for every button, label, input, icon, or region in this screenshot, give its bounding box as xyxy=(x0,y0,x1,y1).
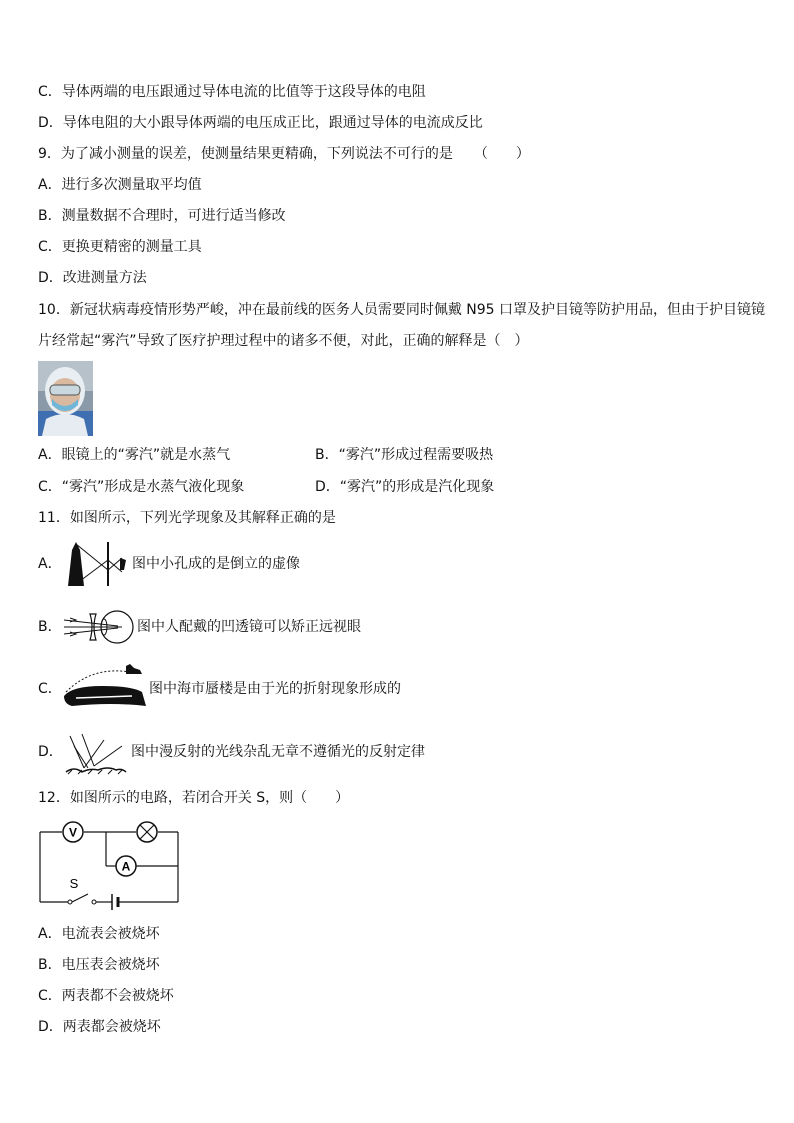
q11-option-a-letter: A． xyxy=(38,556,62,572)
q9-option-d: D．改进测量方法 xyxy=(38,270,147,286)
mirage-figure xyxy=(62,662,148,714)
q11-option-a-text: 图中小孔成的是倒立的虚像 xyxy=(132,556,300,572)
q11-option-c-letter: C． xyxy=(38,681,62,697)
q10-stem-line2: 片经常起“雾汽”导致了医疗护理过程中的诸多不便，对此，正确的解释是（ ） xyxy=(38,333,529,349)
q11-option-b-text: 图中人配戴的凹透镜可以矫正远视眼 xyxy=(137,619,361,635)
pinhole-diagram xyxy=(62,540,134,588)
q12-option-d: D．两表都会被烧坏 xyxy=(38,1019,161,1035)
voltmeter-label: V xyxy=(68,825,78,840)
concave-lens-eye-figure xyxy=(62,606,136,648)
q10-option-d: D．“雾汽”的形成是汽化现象 xyxy=(315,479,495,495)
q8-option-d: D．导体电阻的大小跟导体两端的电压成正比，跟通过导体的电流成反比 xyxy=(38,115,483,131)
pinhole-figure xyxy=(62,540,134,588)
switch-label: S xyxy=(69,876,79,891)
q10-option-a: A．眼镜上的“雾汽”就是水蒸气 xyxy=(38,447,231,463)
q12-option-c: C．两表都不会被烧坏 xyxy=(38,988,174,1004)
q10-option-b: B．“雾汽”形成过程需要吸热 xyxy=(315,447,494,463)
q9-option-a: A．进行多次测量取平均值 xyxy=(38,177,202,193)
q12-option-b: B．电压表会被烧坏 xyxy=(38,957,160,973)
concave-lens-eye-diagram xyxy=(62,606,136,648)
diffuse-reflection-diagram xyxy=(64,732,128,776)
q10-stem-line1: 10．新冠状病毒疫情形势严峻，冲在最前线的医务人员需要同时佩戴 N95 口罩及护目镜等防护用品，但由于护目镜镜 xyxy=(38,302,765,318)
q12-stem: 12．如图所示的电路，若闭合开关 S，则（ ） xyxy=(38,790,350,806)
q11-stem: 11．如图所示，下列光学现象及其解释正确的是 xyxy=(38,510,336,526)
q10-option-c: C．“雾汽”形成是水蒸气液化现象 xyxy=(38,479,245,495)
medical-worker-photo xyxy=(38,361,93,436)
circuit-diagram xyxy=(36,818,184,914)
mirage-diagram xyxy=(62,662,148,714)
q9-option-c: C．更换更精密的测量工具 xyxy=(38,239,202,255)
q9-stem: 9．为了减小测量的误差，使测量结果更精确，下列说法不可行的是 （ ） xyxy=(38,146,530,162)
q11-option-d-letter: D． xyxy=(38,744,63,760)
q11-option-b-letter: B． xyxy=(38,619,62,635)
ammeter-label: A xyxy=(121,859,131,874)
q8-option-c: C．导体两端的电压跟通过导体电流的比值等于这段导体的电阻 xyxy=(38,84,426,100)
medical-worker-illustration xyxy=(38,361,93,436)
q11-option-c-text: 图中海市蜃楼是由于光的折射现象形成的 xyxy=(149,681,401,697)
q11-option-d-text: 图中漫反射的光线杂乱无章不遵循光的反射定律 xyxy=(131,744,425,760)
q12-option-a: A．电流表会被烧坏 xyxy=(38,926,160,942)
diffuse-reflection-figure xyxy=(64,732,128,776)
circuit-figure xyxy=(36,818,184,914)
q9-option-b: B．测量数据不合理时，可进行适当修改 xyxy=(38,208,286,224)
